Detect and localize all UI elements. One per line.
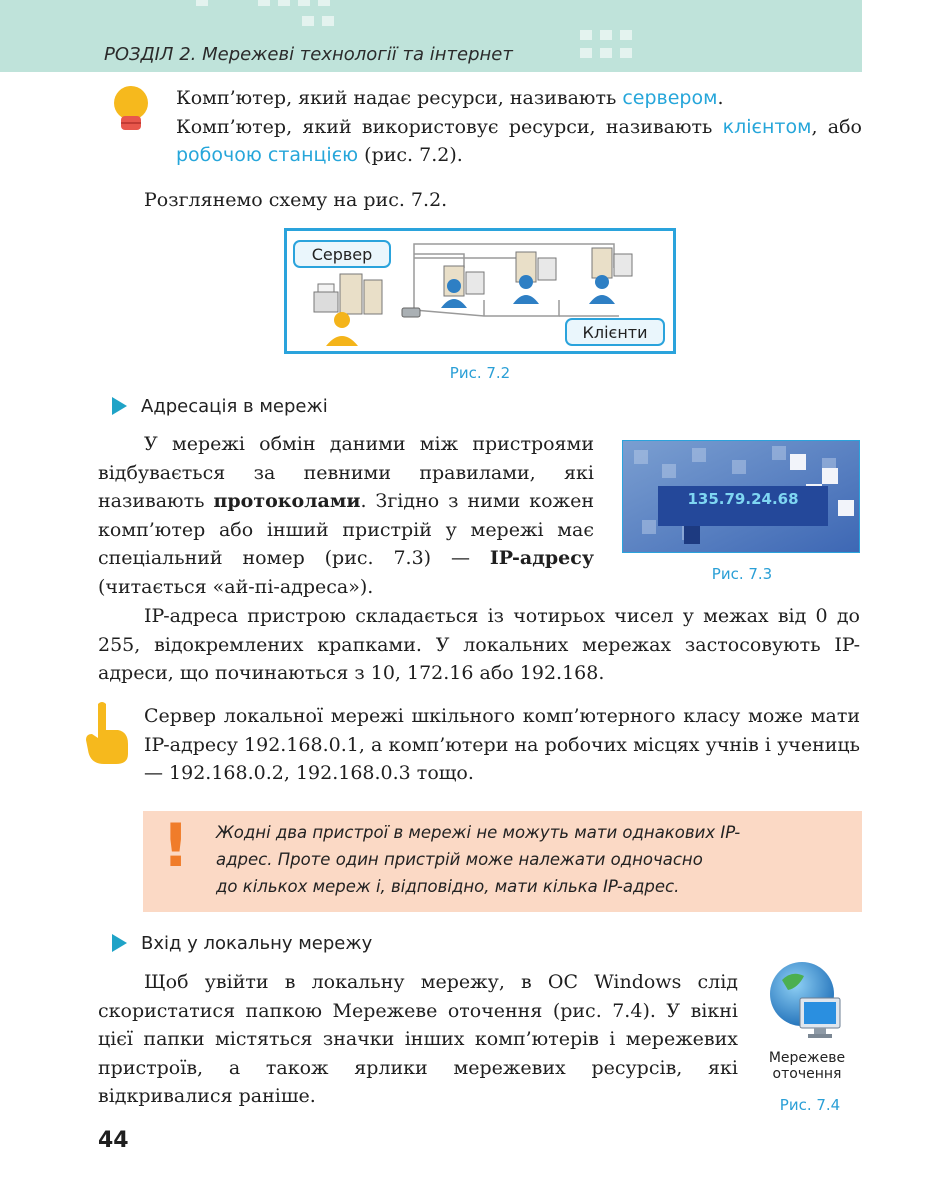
network-icon-label: Мережеве оточення [768,1050,846,1082]
header-decor-square [620,48,632,58]
example-paragraph: Сервер локальної мережі шкільного комп’ютерного класу може мати IP-адресу 192.168.0.1, а комп’ютери на робочих місцях учнів і учениць — 192.168.0.2, 192.168.0.3 тощо. [144,705,860,784]
term-protocols: протоколами [213,490,361,512]
header-decor-square [580,48,592,58]
lightbulb-icon [112,84,150,136]
header-decor-square [580,30,592,40]
ip-address-illustration [622,440,860,553]
definition-line-server: Комп’ютер, який надає ресурси, називають сервером. [176,87,724,109]
header-decor-square [298,0,310,6]
term-client: клієнтом [722,115,812,138]
pointing-hand-icon [84,700,134,766]
term-server: сервером [622,87,718,109]
login-paragraph: Щоб увійти в локальну мережу, в ОС Windows слід скористатися папкою Мережеве оточення (рис. 7.4). У вікні цієї папки містяться значки інших комп’ютерів і мережевих пристроїв, а також ярлики мережевих ресурсів, які відкривалися раніше. [98,971,738,1107]
term-workstation: робочою станцією [176,144,359,166]
definition-paragraph [176,84,862,170]
header-decor-square [620,30,632,40]
intro-sentence: Розглянемо схему на рис. 7.2. [144,189,448,211]
clients-label: Клієнти [582,323,648,342]
triangle-bullet-icon [112,934,127,952]
warning-text: Жодні два пристрої в мережі не можуть мати однакових IP- адрес. Проте один пристрій може належати одночасно до кількох мереж і, відповідно, мати кілька IP-адрес. [216,823,741,896]
chapter-title: РОЗДІЛ 2. Мережеві технології та інтернет [104,44,513,65]
header-decor-square [302,16,314,26]
header-decor-square [196,0,208,6]
figure-7-3-caption: Рис. 7.3 [711,565,773,583]
header-decor-square [318,0,330,6]
header-decor-square [278,0,290,6]
figure-7-4-caption: Рис. 7.4 [779,1096,841,1114]
term-ip-address: IP-адресу [489,547,594,569]
network-neighborhood-icon [768,960,844,1046]
section-heading-addressing: Адресація в мережі [112,396,328,417]
header-decor-square [600,30,612,40]
header-decor-square [322,16,334,26]
triangle-bullet-icon [112,397,127,415]
definition-line-client: Комп’ютер, який використовує ресурси, називають клієнтом, або робочою станцією (рис. 7.2). [176,115,862,166]
protocols-paragraph: У мережі обмін даними між пристроями відбувається за певними правилами, які називають протоколами. Згідно з ними кожен комп’ютер або інший пристрій у мережі має спеціальний номер (рис. 7.3) — IP-адресу (читається «ай-пі-адреса»). [98,433,595,598]
header-decor-square [600,48,612,58]
network-switch [402,308,420,317]
page-number: 44 [98,1128,129,1153]
section-heading-login: Вхід у локальну мережу [112,933,372,954]
network-diagram [284,228,676,354]
server-label: Сервер [311,245,373,264]
ip-structure-paragraph: IP-адреса пристрою складається із чотирьох чисел у межах від 0 до 255, відокремлених крапками. У локальних мережах застосовують IP-адреси, що починаються з 10, 172.16 або 192.168. [98,605,860,684]
ip-address-value: 135.79.24.68 [687,490,799,508]
figure-7-2-caption: Рис. 7.2 [449,364,511,382]
exclamation-icon: ! [162,811,190,881]
header-decor-square [258,0,270,6]
